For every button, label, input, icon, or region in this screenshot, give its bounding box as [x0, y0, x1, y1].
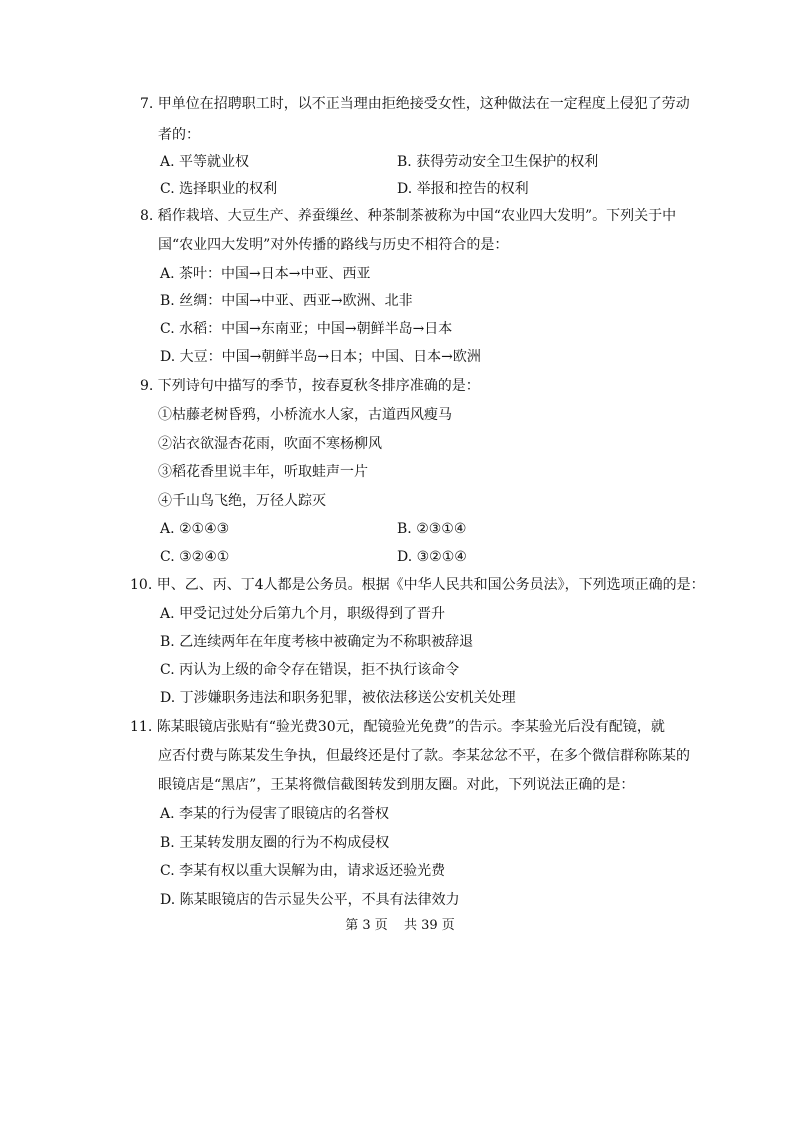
q11-option-d: D. 陈某眼镜店的告示显失公平，不具有法律效力	[160, 892, 460, 908]
q9-poem-4: ④千山鸟飞绝，万径人踪灭	[158, 493, 326, 509]
q7-option-c: C. 选择职业的权利	[160, 181, 278, 197]
q9-poem-1: ①枯藤老树昏鸦，小桥流水人家，古道西风瘦马	[158, 407, 452, 423]
q10-option-b: B. 乙连续两年在年度考核中被确定为不称职被辞退	[160, 634, 474, 650]
q10-option-a: A. 甲受记过处分后第九个月，职级得到了晋升	[160, 606, 446, 622]
q11-option-a: A. 李某的行为侵害了眼镜店的名誉权	[160, 806, 390, 822]
q9-option-d: D. ③②①④	[397, 549, 467, 565]
q9-option-b: B. ②③①④	[397, 521, 467, 537]
q7-option-a: A. 平等就业权	[160, 154, 250, 170]
page-total: 共 39 页	[403, 918, 455, 933]
q9-poem-2: ②沾衣欲湿杏花雨，吹面不寒杨柳风	[158, 436, 382, 452]
q8-option-b: B. 丝绸：中国→中亚、西亚→欧洲、北非	[160, 293, 413, 309]
q11-stem-line1: 11. 陈某眼镜店张贴有“验光费30元，配镜验光免费”的告示。李某验光后没有配镜，就	[130, 719, 665, 735]
q11-stem-line2: 应否付费与陈某发生争执，但最终还是付了款。李某忿忿不平，在多个微信群称陈某的	[158, 748, 690, 764]
q8-option-a: A. 茶叶：中国→日本→中亚、西亚	[160, 266, 371, 282]
q10-option-d: D. 丁涉嫌职务违法和职务犯罪，被依法移送公安机关处理	[160, 690, 516, 706]
q8-option-c: C. 水稻：中国→东南亚；中国→朝鲜半岛→日本	[160, 321, 453, 337]
q9-option-c: C. ③②④①	[160, 549, 230, 565]
q7-stem-line2: 者的：	[158, 127, 200, 143]
q7-option-d: D. 举报和控告的权利	[397, 181, 529, 197]
q8-stem-line1: 8. 稻作栽培、大豆生产、养蚕缫丝、种茶制茶被称为中国“农业四大发明”。下列关于中	[140, 208, 677, 224]
q9-poem-3: ③稻花香里说丰年，听取蛙声一片	[158, 464, 368, 480]
q7-stem-line1: 7. 甲单位在招聘职工时，以不正当理由拒绝接受女性，这种做法在一定程度上侵犯了劳动	[140, 96, 690, 112]
q8-option-d: D. 大豆：中国→朝鲜半岛→日本；中国、日本→欧洲	[160, 349, 481, 365]
q9-option-a: A. ②①④③	[160, 521, 230, 537]
page-footer	[0, 914, 800, 933]
q10-option-c: C. 丙认为上级的命令存在错误，拒不执行该命令	[160, 662, 460, 678]
q9-stem: 9. 下列诗句中描写的季节，按春夏秋冬排序准确的是：	[140, 378, 480, 394]
q11-stem-line3: 眼镜店是“黑店”，王某将微信截图转发到朋友圈。对此，下列说法正确的是：	[158, 777, 635, 793]
page-number: 第 3 页	[345, 918, 388, 933]
q11-option-c: C. 李某有权以重大误解为由，请求返还验光费	[160, 863, 446, 879]
q8-stem-line2: 国“农业四大发明”对外传播的路线与历史不相符合的是：	[158, 237, 509, 253]
q7-option-b: B. 获得劳动安全卫生保护的权利	[397, 154, 599, 170]
q11-option-b: B. 王某转发朋友圈的行为不构成侵权	[160, 835, 390, 851]
q10-stem: 10. 甲、乙、丙、丁4人都是公务员。根据《中华人民共和国公务员法》，下列选项正确的是：	[130, 577, 705, 593]
